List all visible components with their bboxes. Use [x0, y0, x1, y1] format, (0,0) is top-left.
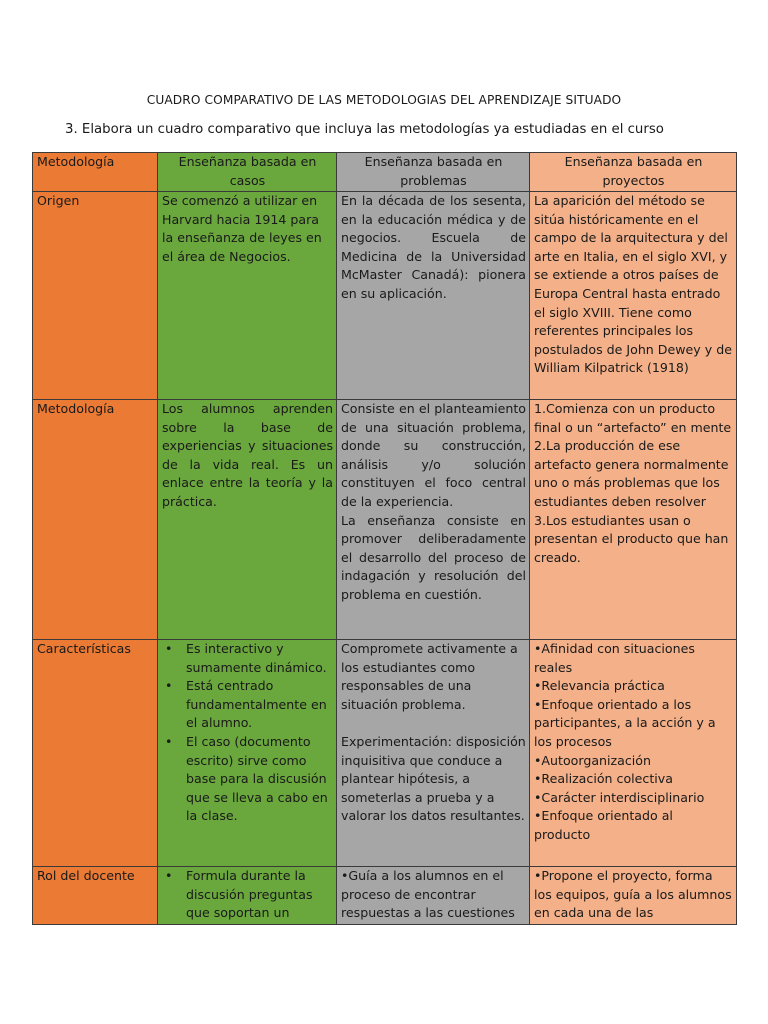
row-label-origen: Origen	[33, 192, 158, 400]
list-item: 3.Los estudiantes usan o presentan el producto que han creado.	[534, 512, 729, 565]
comparison-table	[32, 152, 737, 925]
row-label-caracteristicas: Características	[33, 640, 158, 867]
list-item: 1.Comienza con un producto final o un “artefacto” en mente	[534, 401, 732, 435]
list-item: •Enfoque orientado a los participantes, a la acción y a los procesos	[534, 696, 716, 749]
row-metodologia	[33, 400, 737, 640]
bullet-list	[162, 640, 333, 826]
header-metodologia: Metodología	[33, 153, 158, 192]
paragraph: Consiste en el planteamiento de una situación problema, donde su construcción, análisis y/o solución constituyen el foco central de la experiencia.	[341, 401, 526, 509]
row-label-metodologia: Metodología	[33, 400, 158, 640]
cell-metodologia-proyectos	[530, 400, 737, 640]
paragraph: Compromete activamente a los estudiantes como responsables de una situación problema.	[341, 641, 518, 712]
cell-caracteristicas-proyectos	[530, 640, 737, 867]
list-item: •Afinidad con situaciones reales	[534, 641, 695, 675]
paragraph-gap	[341, 714, 526, 733]
instruction-text: 3. Elabora un cuadro comparativo que incluya las metodologías ya estudiadas en el curso	[65, 122, 664, 137]
header-row	[33, 153, 737, 192]
cell-origen-problemas: En la década de los sesenta, en la educación médica y de negocios. Escuela de Medicina de la Universidad McMaster Canadá): pionera en su aplicación.	[337, 192, 530, 400]
list-item: • El caso (documento escrito) sirve como base para la discusión que se lleva a cabo en la clase.	[186, 733, 333, 826]
list-item: 2.La producción de ese artefacto genera normalmente uno o más problemas que los estudiantes deben resolver	[534, 438, 729, 509]
bullet-list	[162, 867, 333, 923]
cell-origen-casos: Se comenzó a utilizar en Harvard hacia 1914 para la enseñanza de leyes en el área de Negocios.	[158, 192, 337, 400]
list-item: • Es interactivo y sumamente dinámico.	[186, 640, 333, 677]
list-item: •Carácter interdisciplinario	[534, 789, 705, 805]
cell-rol-casos	[158, 867, 337, 925]
cell-rol-proyectos: •Propone el proyecto, forma los equipos, guía a los alumnos en cada una de las	[530, 867, 737, 925]
paragraph: Experimentación: disposición inquisitiva que conduce a plantear hipótesis, a someterlas a prueba y a valorar los datos resultantes.	[341, 733, 526, 824]
header-proyectos: Enseñanza basada en proyectos	[530, 153, 737, 192]
cell-origen-proyectos: La aparición del método se sitúa históricamente en el campo de la arquitectura y del arte en Italia, en el siglo XVI, y se extiende a otros países de Europa Central hasta entrado el siglo XVIII. Tiene como referentes principales los postulados de John Dewey y de William Kilpatrick (1918)	[530, 192, 737, 400]
cell-metodologia-casos: Los alumnos aprenden sobre la base de experiencias y situaciones de la vida real. Es un enlace entre la teoría y la práctica.	[158, 400, 337, 640]
cell-caracteristicas-problemas	[337, 640, 530, 867]
header-problemas: Enseñanza basada en problemas	[337, 153, 530, 192]
list-item: • Está centrado fundamentalmente en el alumno.	[186, 677, 333, 733]
row-origen	[33, 192, 737, 400]
list-item: • Formula durante la discusión preguntas que soportan un	[186, 867, 333, 923]
row-label-rol-docente: Rol del docente	[33, 867, 158, 925]
cell-rol-problemas: •Guía a los alumnos en el proceso de encontrar respuestas a las cuestiones	[337, 867, 530, 925]
row-rol-docente	[33, 867, 737, 925]
paragraph: La enseñanza consiste en promover deliberadamente el desarrollo del proceso de indagación y resolución del problema en cuestión.	[341, 512, 526, 602]
list-item: •Relevancia práctica	[534, 678, 665, 694]
cell-metodologia-problemas	[337, 400, 530, 640]
document-title: CUADRO COMPARATIVO DE LAS METODOLOGIAS DEL APRENDIZAJE SITUADO	[146, 93, 622, 107]
cell-caracteristicas-casos	[158, 640, 337, 867]
list-item: •Realización colectiva	[534, 771, 673, 787]
list-item: •Autoorganización	[534, 752, 651, 768]
row-caracteristicas	[33, 640, 737, 867]
list-item: •Enfoque orientado al producto	[534, 808, 673, 842]
header-casos: Enseñanza basada en casos	[158, 153, 337, 192]
